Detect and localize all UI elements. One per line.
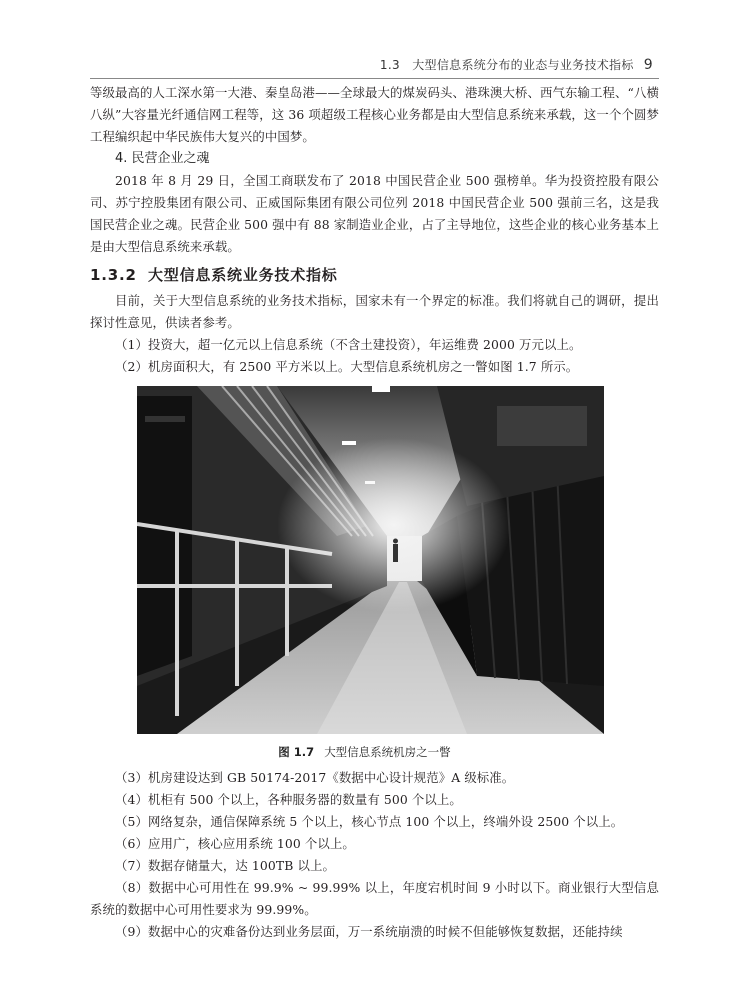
section-intro: 目前，关于大型信息系统的业务技术指标，国家未有一个界定的标准。我们将就自己的调研，提出探讨性意见，供读者参考。 — [90, 293, 659, 330]
section-number: 1.3.2 — [90, 266, 137, 284]
figure-caption — [0, 744, 729, 760]
figure-caption-text: 大型信息系统机房之一瞥 — [324, 745, 451, 759]
header-title: 大型信息系统分布的业态与业务技术指标 — [412, 58, 634, 72]
section-heading — [90, 264, 659, 286]
list-item: （6）应用广，核心应用系统 100 个以上。 — [115, 836, 355, 851]
paragraph-private-enterprise: 2018 年 8 月 29 日，全国工商联发布了 2018 中国民营企业 500 强榜单。华为投资控股有限公司、苏宁控股集团有限公司、正威国际集团有限公司位列 2018 中国民营企业 500 强前三名，这是我国民营企业之魂。民营企业 500 强中有 88 家制造业企业，占了主导地位，这些企业的核心业务基本上是由大型信息系统来承载。 — [90, 173, 659, 254]
list-item: （2）机房面积大，有 2500 平方米以上。大型信息系统机房之一瞥如图 1.7 所示。 — [115, 359, 579, 374]
list-item: （7）数据存储量大，达 100TB 以上。 — [115, 858, 335, 873]
list-item: （1）投资大，超一亿元以上信息系统（不含土建投资），年运维费 2000 万元以上。 — [115, 337, 582, 352]
datacenter-photo-illustration — [137, 386, 604, 734]
list-item: （8）数据中心可用性在 99.9% ~ 99.99% 以上，年度宕机时间 9 小时以下。商业银行大型信息系统的数据中心可用性要求为 99.99%。 — [90, 880, 659, 917]
subsection-title: 4. 民营企业之魂 — [115, 151, 210, 166]
list-item: （5）网络复杂，通信保障系统 5 个以上，核心节点 100 个以上，终端外设 2500 个以上。 — [115, 814, 624, 829]
running-header — [380, 56, 653, 73]
figure-number: 图 1.7 — [278, 745, 315, 759]
list-item: （3）机房建设达到 GB 50174-2017《数据中心设计规范》A 级标准。 — [115, 770, 515, 785]
text-block-top — [90, 82, 659, 378]
page-number: 9 — [643, 57, 653, 73]
section-title: 大型信息系统业务技术指标 — [148, 266, 338, 284]
paragraph-continuation: 等级最高的人工深水第一大港、秦皇岛港——全球最大的煤炭码头、港珠澳大桥、西气东输工程、“八横八纵”大容量光纤通信网工程等，这 36 项超级工程核心业务都是由大型信息系统来承载，这一个个圆梦工程编织起中华民族伟大复兴的中国梦。 — [90, 85, 659, 144]
header-section-number: 1.3 — [379, 58, 400, 72]
figure-photo-datacenter — [137, 386, 604, 734]
text-block-bottom — [90, 767, 659, 943]
list-item: （4）机柜有 500 个以上，各种服务器的数量有 500 个以上。 — [115, 792, 462, 807]
header-rule — [90, 78, 659, 79]
list-item: （9）数据中心的灾难备份达到业务层面，万一系统崩溃的时候不但能够恢复数据，还能持续 — [115, 924, 623, 939]
